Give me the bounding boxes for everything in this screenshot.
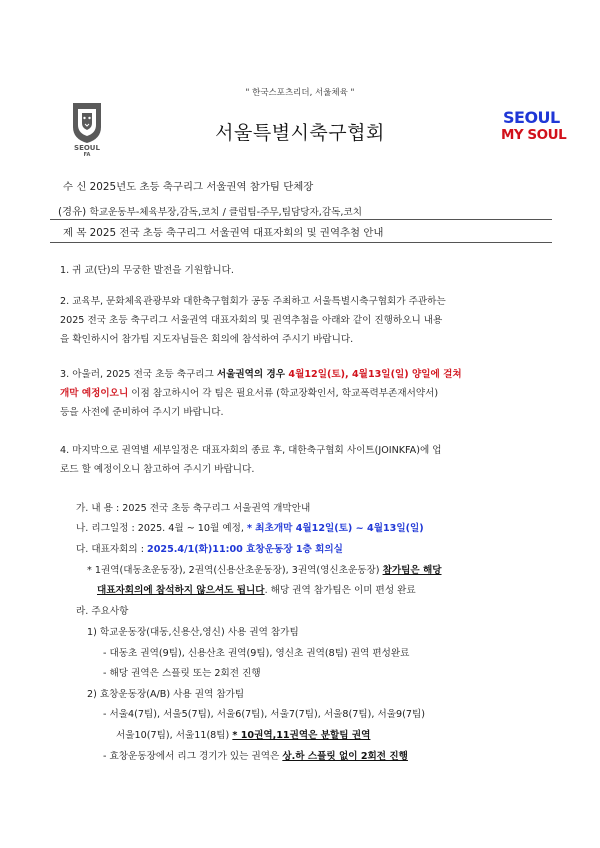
sub-2-c bbox=[103, 748, 408, 762]
p3-red-dates: 4월12일(토), 4월13일(일) 양일에 걸쳐 bbox=[288, 369, 462, 380]
sub-2-c-text: - 효창운동장에서 리그 경기가 있는 권역은 bbox=[103, 751, 283, 762]
divider-bottom bbox=[50, 242, 552, 243]
note-line-2 bbox=[97, 582, 416, 596]
detail-da bbox=[76, 541, 343, 555]
sub-2-a: - 서울4(7팀), 서울5(7팀), 서울6(7팀), 서울7(7팀), 서울8(7팀), 서울9(7팀) bbox=[103, 709, 425, 720]
sub-1-b: - 해당 권역은 스플릿 또는 2회전 진행 bbox=[103, 668, 261, 679]
sub-2-b-text: 서울10(7팀), 서울11(8팀) bbox=[116, 730, 233, 741]
sub-2-b-bold: * 10권역,11권역은 분할팀 권역 bbox=[232, 730, 371, 741]
paragraph-2-line-1: 2. 교육부, 문화체육관광부와 대한축구협회가 공동 주최하고 서울특별시축구협회가 주관하는 bbox=[60, 296, 446, 307]
via-value: 학교운동부-체육부장,감독,코치 / 클럽팀-주무,팀담당자,감독,코치 bbox=[89, 207, 362, 218]
note-line-1 bbox=[87, 562, 442, 576]
note-tail-text: . 해당 권역 참가팀은 이미 편성 완료 bbox=[264, 585, 416, 596]
note-bold-underline: 대표자회의에 참석하지 않으셔도 됩니다 bbox=[97, 585, 265, 596]
da-meeting-info: 2025.4/1(화)11:00 효창운동장 1층 회의실 bbox=[147, 544, 343, 555]
sub-2: 2) 효창운동장(A/B) 사용 권역 참가팀 bbox=[87, 689, 245, 700]
na-opening-dates: * 최초개막 4월12일(토) ~ 4월13일(일) bbox=[246, 523, 424, 534]
slogan: " 한국스포츠리더, 서울체육 " bbox=[245, 88, 355, 98]
paragraph-3-line-2 bbox=[60, 385, 438, 399]
sub-2-c-bold: 상.하 스플릿 없이 2회전 진행 bbox=[282, 751, 408, 762]
p3-bold-text: 서울권역의 경우 bbox=[216, 369, 289, 380]
p3-docs-text: 이점 참고하시어 각 팀은 필요서류 (학교장확인서, 학교폭력부존재서약서) bbox=[128, 388, 439, 399]
na-text: 나. 리그일정 : 2025. 4월 ~ 10월 예정, bbox=[76, 523, 247, 534]
paragraph-2-line-2: 2025 전국 초등 축구리그 서울권역 대표자회의 및 권역추첨을 아래와 같이 진행하오니 내용 bbox=[60, 315, 443, 326]
note-text: * 1권역(대동초운동장), 2권역(신용산초운동장), 3권역(영신초운동장) bbox=[87, 565, 383, 576]
logo-seoul-text: SEOUL bbox=[503, 108, 560, 127]
paragraph-3-line-3: 등을 사전에 준비하여 주시기 바랍니다. bbox=[60, 407, 224, 418]
note-bold-text: 참가팀은 해당 bbox=[382, 565, 442, 576]
via-line bbox=[58, 203, 362, 218]
detail-ra: 라. 주요사항 bbox=[76, 606, 129, 617]
seoul-my-soul-logo bbox=[501, 108, 567, 148]
paragraph-3-line-1 bbox=[60, 366, 462, 380]
p3-text: 3. 아울러, 2025 전국 초등 축구리그 bbox=[60, 369, 217, 380]
recipient-line: 수 신 2025년도 초등 축구리그 서울권역 참가팀 단체장 bbox=[63, 181, 314, 193]
org-title: 서울특별시축구협회 bbox=[215, 122, 385, 144]
via-label: (경유) bbox=[58, 206, 87, 218]
paragraph-2-line-3: 을 확인하시어 참가팀 지도자님들은 회의에 참석하여 주시기 바랍니다. bbox=[60, 334, 354, 345]
paragraph-1: 1. 귀 교(단)의 무궁한 발전을 기원합니다. bbox=[60, 265, 234, 276]
da-text: 다. 대표자회의 : bbox=[76, 544, 148, 555]
logo-fa-text: FA bbox=[83, 152, 91, 158]
sub-1-a: - 대동초 권역(9팀), 신용산초 권역(9팀), 영신초 권역(8팀) 권역 편성완료 bbox=[103, 648, 410, 659]
subject-line: 제 목 2025 전국 초등 축구리그 서울권역 대표자회의 및 권역추첨 안내 bbox=[63, 227, 384, 239]
divider-top bbox=[50, 219, 552, 220]
sub-2-b bbox=[116, 727, 370, 741]
p3-red-opening: 개막 예정이오니 bbox=[60, 388, 129, 399]
paragraph-4-line-1: 4. 마지막으로 권역별 세부일정은 대표자회의 종료 후, 대한축구협회 사이트(JOINKFA)에 업 bbox=[60, 445, 442, 456]
paragraph-4-line-2: 로드 할 예정이오니 참고하여 주시기 바랍니다. bbox=[60, 464, 255, 475]
detail-ga: 가. 내 용 : 2025 전국 초등 축구리그 서울권역 개막안내 bbox=[76, 503, 311, 514]
logo-city-text: SEOUL bbox=[74, 144, 100, 152]
logo-mysoul-text: MY SOUL bbox=[501, 127, 567, 143]
detail-na bbox=[76, 520, 424, 534]
sub-1: 1) 학교운동장(대동,신용산,영신) 사용 권역 참가팀 bbox=[87, 627, 299, 638]
